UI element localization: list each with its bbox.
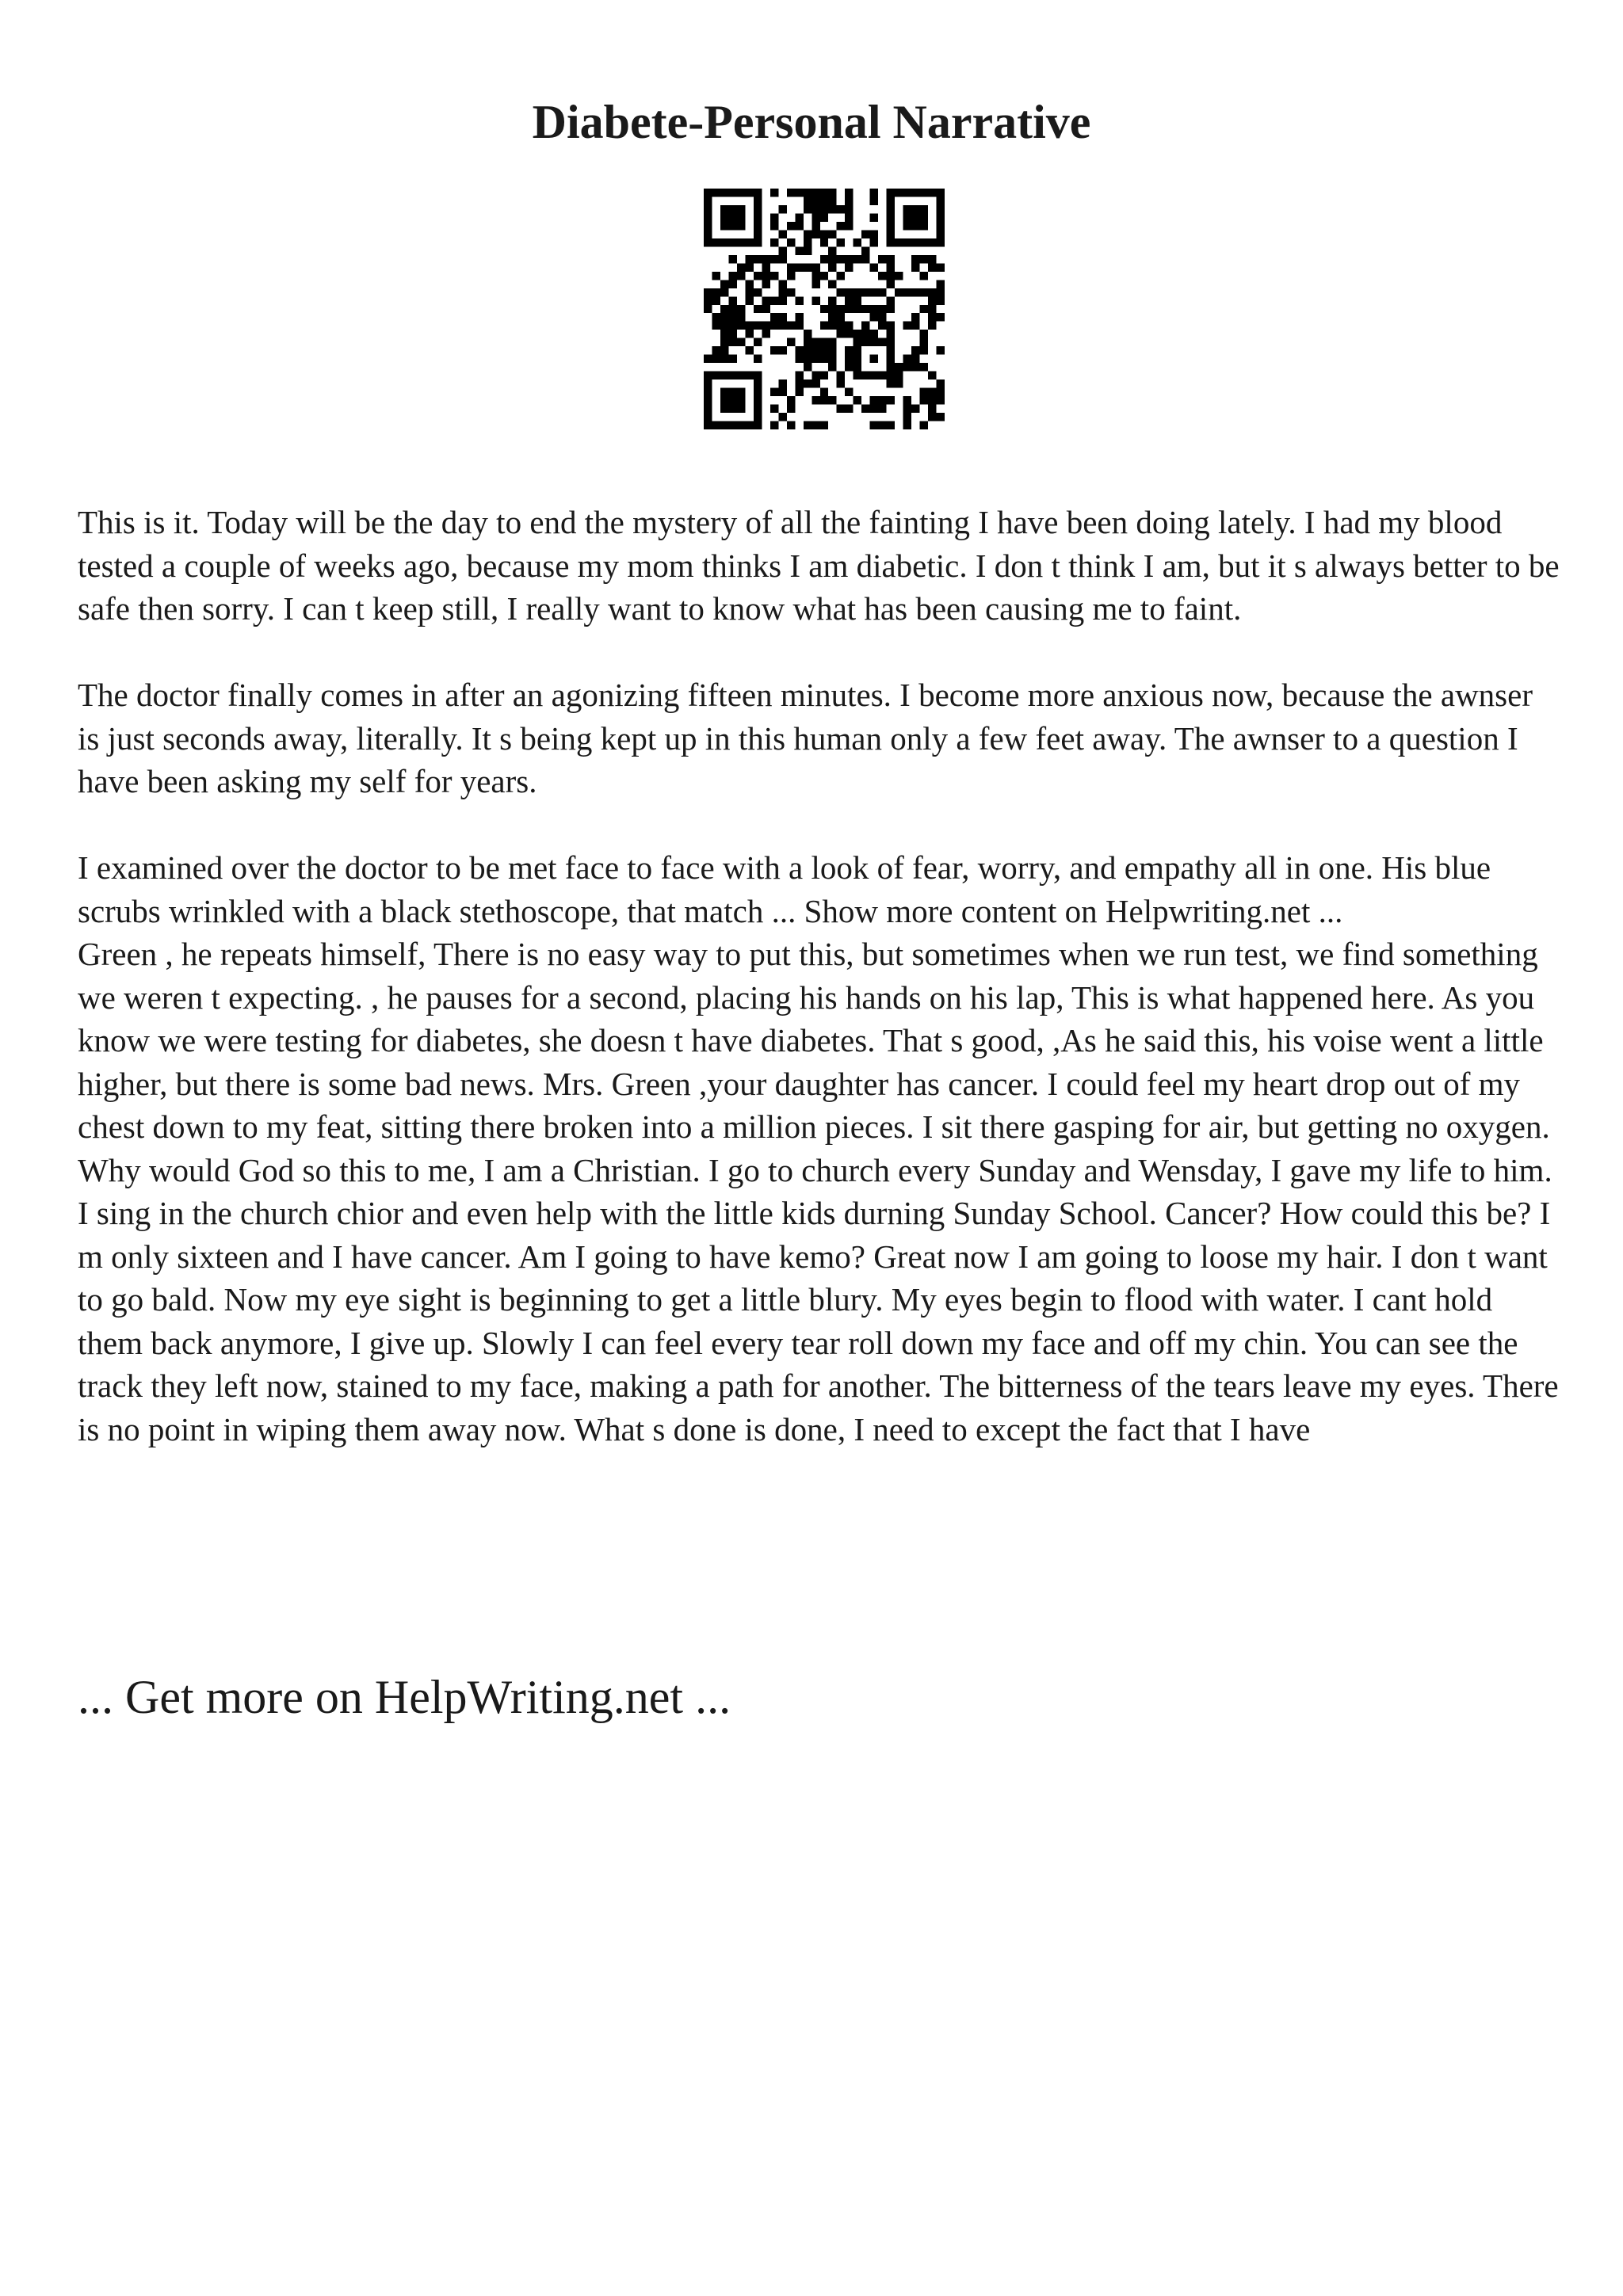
qr-code-icon (704, 189, 945, 429)
paragraph-3: I examined over the doctor to be met face to face with a look of fear, worry, and empathy all in one. His blue scrubs wrinkled with a black stethoscope, that match ... Show more content on Helpwriting.net ... (78, 849, 1491, 929)
paragraph-1: This is it. Today will be the day to end the mystery of all the fainting I have been doing lately. I had my blood tested a couple of weeks ago, because my mom thinks I am diabetic. I don t think I am, but it s always better to be safe then sorry. I can t keep still, I really want to know what has been causing me to faint. (78, 504, 1560, 627)
narrative-body (78, 501, 1560, 1451)
get-more-link[interactable]: ... Get more on HelpWriting.net ... (78, 1671, 731, 1723)
document-title: Diabete-Personal Narrative (532, 96, 1091, 148)
paragraph-2: The doctor finally comes in after an agonizing fifteen minutes. I become more anxious now, because the awnser is just seconds away, literally. It s being kept up in this human only a few feet away. The awnser to a question I have been asking my self for years. (78, 677, 1533, 799)
paragraph-4: Green , he repeats himself, There is no easy way to put this, but sometimes when we run test, we find something we weren t expecting. , he pauses for a second, placing his hands on his lap, This is what happened here. As you know we were testing for diabetes, she doesn t have diabetes. That s good, ,As he said this, his voise went a little higher, but there is some bad news. Mrs. Green ,your daughter has cancer. I could feel my heart drop out of my chest down to my feat, sitting there broken into a million pieces. I sit there gasping for air, but getting no oxygen. Why would God so this to me, I am a Christian. I go to church every Sunday and Wensday, I gave my life to him. I sing in the church chior and even help with the little kids durning Sunday School. Cancer? How could this be? I m only sixteen and I have cancer. Am I going to have kemo? Great now I am going to loose my hair. I don t want to go bald. Now my eye sight is beginning to get a little blury. My eyes begin to flood with water. I cant hold them back anymore, I give up. Slowly I can feel every tear roll down my face and off my chin. You can see the track they left now, stained to my face, making a path for another. The bitterness of the tears leave my eyes. There is no point in wiping them away now. What s done is done, I need to except the fact that I have (78, 936, 1559, 1447)
